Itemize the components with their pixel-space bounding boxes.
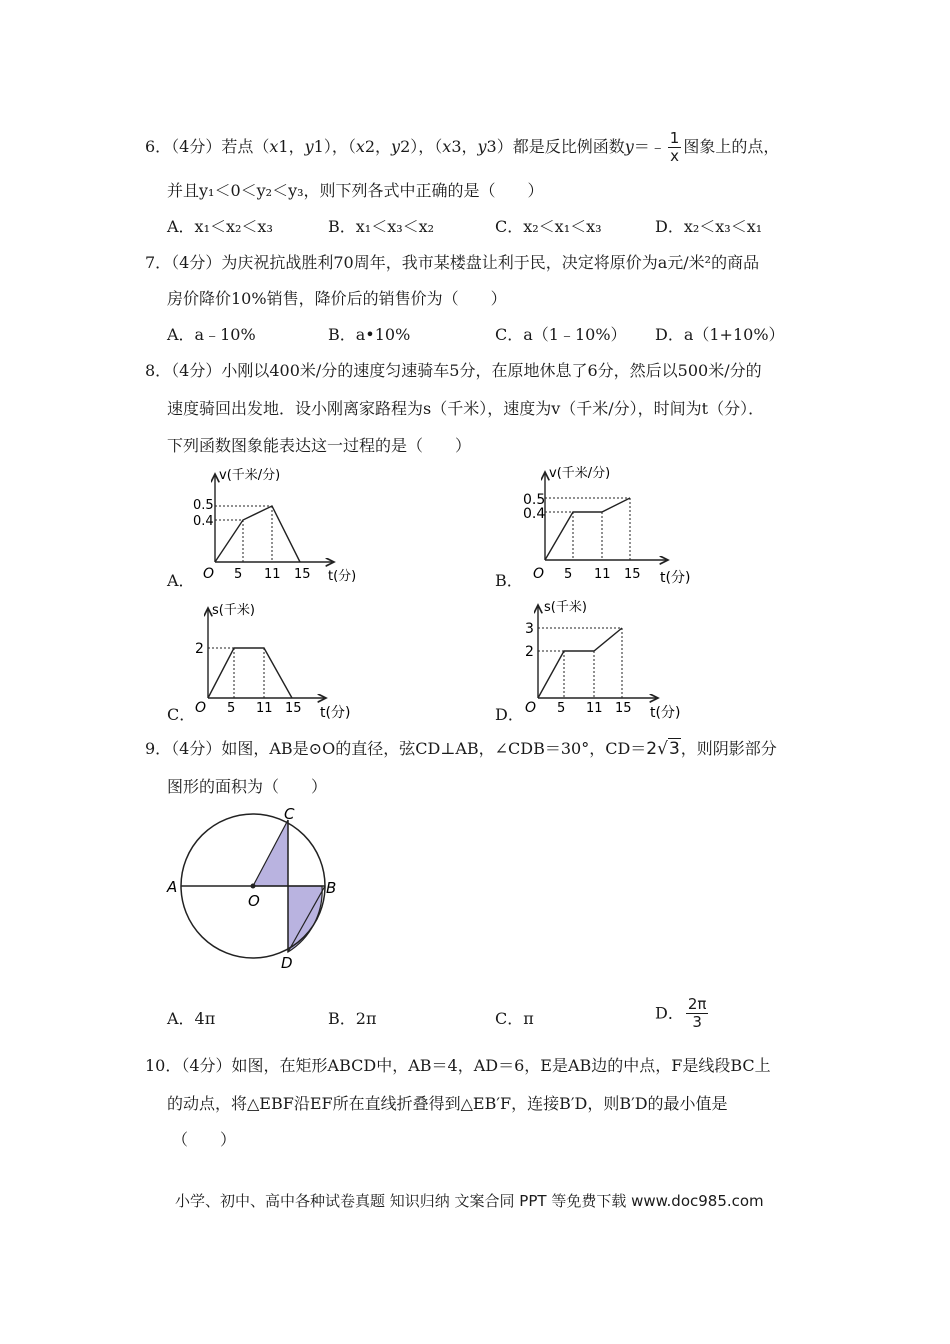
- sqrt-radicand: 3: [668, 739, 680, 759]
- q7-line-2: 房价降价10%销售，降价后的销售价为（ ）: [167, 289, 507, 308]
- q6-text: 2，: [364, 137, 392, 156]
- fraction-denominator: x: [670, 147, 680, 165]
- q8-label-d: D．: [495, 705, 524, 724]
- shaded-triangle-top: [253, 820, 288, 886]
- q9-option-d-label: D．: [655, 1003, 684, 1023]
- t-tick: 11: [256, 701, 273, 716]
- graph-line: [208, 648, 292, 698]
- label-b: B: [326, 879, 337, 897]
- x-axis-label: t(分): [650, 705, 681, 721]
- x-axis-label: t(分): [328, 569, 357, 584]
- fraction-numerator: 2π: [687, 995, 707, 1013]
- center-point: [251, 884, 256, 889]
- q8-label-a: A．: [167, 571, 195, 590]
- t-tick: 5: [234, 567, 243, 582]
- v-tick: 0.4: [523, 506, 546, 522]
- q10-line-1: 10．（4分）如图，在矩形ABCD中，AB＝4，AD＝6，E是AB边的中点，F是线段BC上: [145, 1056, 771, 1075]
- q9-option-d-fraction: [686, 996, 709, 1031]
- q8-line-2: 速度骑回出发地．设小刚离家路程为s（千米），速度为v（千米/分），时间为t（分）．: [167, 399, 765, 418]
- q6-var: y: [391, 137, 401, 156]
- q6-option-b: B．x₁＜x₃＜x₂: [328, 217, 435, 236]
- q6-text: 1），（: [313, 137, 356, 156]
- t-tick: 11: [594, 567, 611, 582]
- origin-label: O: [533, 566, 545, 582]
- q8-graph-a: [186, 462, 366, 588]
- q9-sqrt: 2√3: [646, 739, 680, 759]
- t-tick: 5: [557, 701, 566, 716]
- q7-option-b: B．a•10%: [328, 325, 411, 344]
- q9-option-b: B．2π: [328, 1009, 377, 1028]
- t-tick: 15: [285, 701, 302, 716]
- q6-fraction: [668, 130, 682, 165]
- origin-label: O: [203, 566, 215, 582]
- t-tick: 15: [294, 567, 311, 582]
- q9-line-2: 图形的面积为（ ）: [167, 777, 328, 796]
- graph-line: [215, 506, 300, 562]
- q9-circle-figure: [160, 800, 350, 978]
- sqrt-coefficient: 2: [646, 739, 658, 759]
- s-tick: 2: [525, 644, 534, 660]
- graph-line: [538, 628, 622, 698]
- label-a: A: [167, 878, 178, 896]
- page-footer: 小学、初中、高中各种试卷真题 知识归纳 文案合同 PPT 等免费下载 www.doc985.com: [175, 1192, 764, 1210]
- q8-label-c: C．: [167, 705, 196, 724]
- q6-text: 3）都是反比例函数: [486, 137, 625, 156]
- label-o: O: [248, 892, 260, 910]
- q6-option-c: C．x₂＜x₁＜x₃: [495, 217, 602, 236]
- t-tick: 5: [564, 567, 573, 582]
- q9-option-c: C．π: [495, 1009, 534, 1028]
- origin-label: O: [525, 700, 537, 716]
- q6-var: x: [269, 137, 279, 156]
- q9-text: ，则阴影部分: [680, 739, 777, 758]
- t-tick: 15: [615, 701, 632, 716]
- q6-var: y: [304, 137, 314, 156]
- y-axis-label: v(千米/分): [549, 466, 611, 481]
- x-axis-label: t(分): [660, 570, 691, 586]
- q6-text: 2），（: [400, 137, 443, 156]
- q10-line-3: （ ）: [172, 1130, 237, 1149]
- t-tick: 11: [264, 567, 281, 582]
- q7-option-c: C．a（1﹣10%）: [495, 325, 627, 344]
- q7-line-1: 7．（4分）为庆祝抗战胜利70周年，我市某楼盘让利于民，决定将原价为a元/米²的商品: [145, 253, 760, 272]
- q10-line-2: 的动点，将△EBF沿EF所在直线折叠得到△EB′F，连接B′D，则B′D的最小值是: [167, 1094, 728, 1113]
- q9-line-1: [145, 738, 777, 760]
- origin-label: O: [195, 700, 207, 716]
- q6-text: ＝﹣: [633, 137, 666, 156]
- q7-option-a: A．a﹣10%: [167, 325, 256, 344]
- fraction-numerator: 1: [669, 129, 680, 147]
- v-tick: 0.5: [193, 498, 214, 513]
- q9-option-a: A．4π: [167, 1009, 216, 1028]
- q6-text: 3，: [451, 137, 478, 156]
- y-axis-label: s(千米): [544, 600, 587, 615]
- q6-text: 图象上的点，: [683, 137, 780, 156]
- s-tick: 3: [525, 621, 534, 637]
- x-axis-label: t(分): [320, 705, 351, 721]
- q6-text: 6．（4分）若点（: [145, 137, 270, 156]
- q6-option-d: D．x₂＜x₃＜x₁: [655, 217, 763, 236]
- q8-graph-d: [516, 595, 706, 723]
- t-tick: 11: [586, 701, 603, 716]
- q8-graph-b: [516, 460, 706, 586]
- v-tick: 0.5: [523, 492, 546, 508]
- label-d: D: [281, 954, 293, 972]
- q9-option-d: [655, 996, 710, 1031]
- q8-label-b: B．: [495, 571, 523, 590]
- q6-var: y: [624, 137, 634, 156]
- q6-var: y: [477, 137, 487, 156]
- q8-line-3: 下列函数图象能表达这一过程的是（ ）: [167, 436, 472, 455]
- y-axis-label: s(千米): [212, 603, 255, 618]
- q6-var: x: [442, 137, 452, 156]
- q6-line-2: 并且y₁＜0＜y₂＜y₃，则下列各式中正确的是（ ）: [167, 181, 544, 200]
- q6-var: x: [355, 137, 365, 156]
- q7-option-d: D．a（1+10%）: [655, 325, 785, 344]
- q9-text: 9．（4分）如图，AB是⊙O的直径，弦CD⊥AB，∠CDB＝30°，CD＝: [145, 739, 647, 758]
- q6-text: 1，: [278, 137, 305, 156]
- q8-graph-c: [186, 598, 376, 724]
- q6-line-1: [145, 130, 779, 165]
- label-c: C: [284, 805, 295, 823]
- q8-line-1: 8．（4分）小刚以400米/分的速度匀速骑车5分，在原地休息了6分，然后以500米/分的: [145, 361, 762, 380]
- graph-line: [545, 498, 630, 560]
- t-tick: 5: [227, 701, 236, 716]
- t-tick: 15: [624, 567, 641, 582]
- v-tick: 0.4: [193, 514, 214, 529]
- s-tick: 2: [195, 641, 204, 657]
- q6-option-a: A．x₁＜x₂＜x₃: [167, 217, 273, 236]
- fraction-denominator: 3: [692, 1013, 702, 1031]
- y-axis-label: v(千米/分): [219, 468, 281, 483]
